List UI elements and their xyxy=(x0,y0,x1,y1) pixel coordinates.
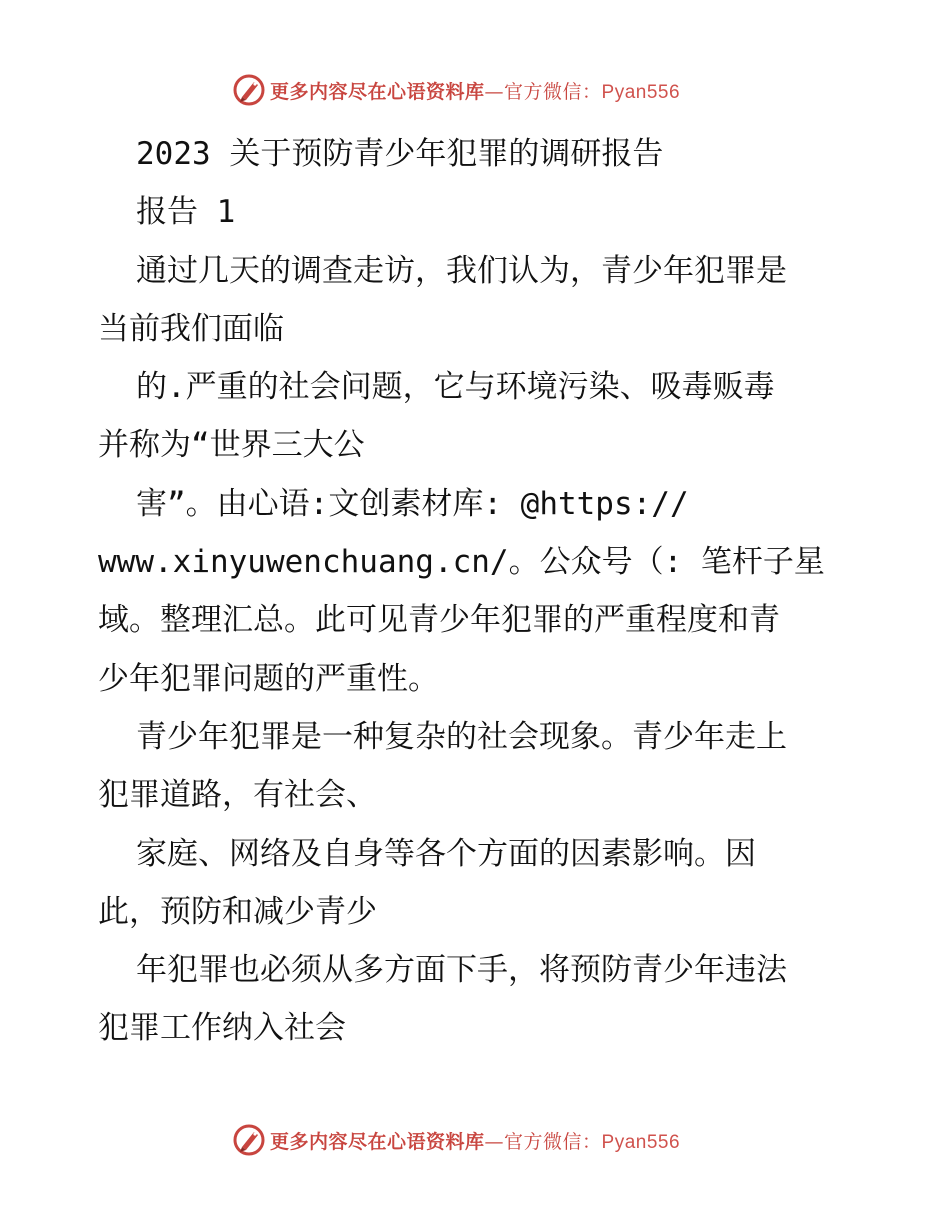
body-line: 年犯罪也必须从多方面下手，将预防青少年违法 xyxy=(136,952,787,989)
document-title: 2023 关于预防青少年犯罪的调研报告 xyxy=(136,136,664,172)
header-brand-text: 更多内容尽在心语资料库 xyxy=(270,80,485,103)
pen-logo-icon xyxy=(232,73,266,107)
header-separator: — xyxy=(484,80,505,103)
header-wechat-label: 官方微信： xyxy=(504,80,602,103)
document-body xyxy=(98,125,858,1058)
body-line: 的.严重的社会问题，它与环境污染、吸毒贩毒 xyxy=(136,369,775,406)
body-line: 青少年犯罪是一种复杂的社会现象。青少年走上 xyxy=(136,718,787,755)
header-banner-text xyxy=(270,77,680,104)
body-line: 并称为“世界三大公 xyxy=(98,427,365,464)
body-line: 域。整理汇总。此可见青少年犯罪的严重程度和青 xyxy=(98,602,780,639)
document-subtitle: 报告 1 xyxy=(136,194,236,231)
body-line: 少年犯罪问题的严重性。 xyxy=(98,660,439,697)
footer-banner-text xyxy=(270,1127,680,1154)
footer-separator: — xyxy=(484,1130,505,1153)
body-line: 当前我们面临 xyxy=(98,310,284,347)
footer-brand-text: 更多内容尽在心语资料库 xyxy=(270,1130,485,1153)
body-line: 家庭、网络及自身等各个方面的因素影响。因 xyxy=(136,835,756,872)
body-line: 此，预防和减少青少 xyxy=(98,893,377,930)
body-line: 害”。由心语:文创素材库: @https:// xyxy=(136,485,689,522)
header-wechat-id: Pyan556 xyxy=(601,81,681,103)
body-line: 犯罪道路，有社会、 xyxy=(98,777,377,814)
header-watermark-banner xyxy=(232,70,680,110)
footer-wechat-id: Pyan556 xyxy=(601,1131,681,1153)
footer-watermark-banner xyxy=(232,1120,680,1160)
body-line: 犯罪工作纳入社会 xyxy=(98,1010,346,1047)
footer-wechat-label: 官方微信： xyxy=(504,1130,602,1153)
pen-logo-icon xyxy=(232,1123,266,1157)
body-line: 通过几天的调查走访，我们认为，青少年犯罪是 xyxy=(136,252,787,289)
body-line: www.xinyuwenchuang.cn/。公众号（: 笔杆子星 xyxy=(98,544,825,581)
